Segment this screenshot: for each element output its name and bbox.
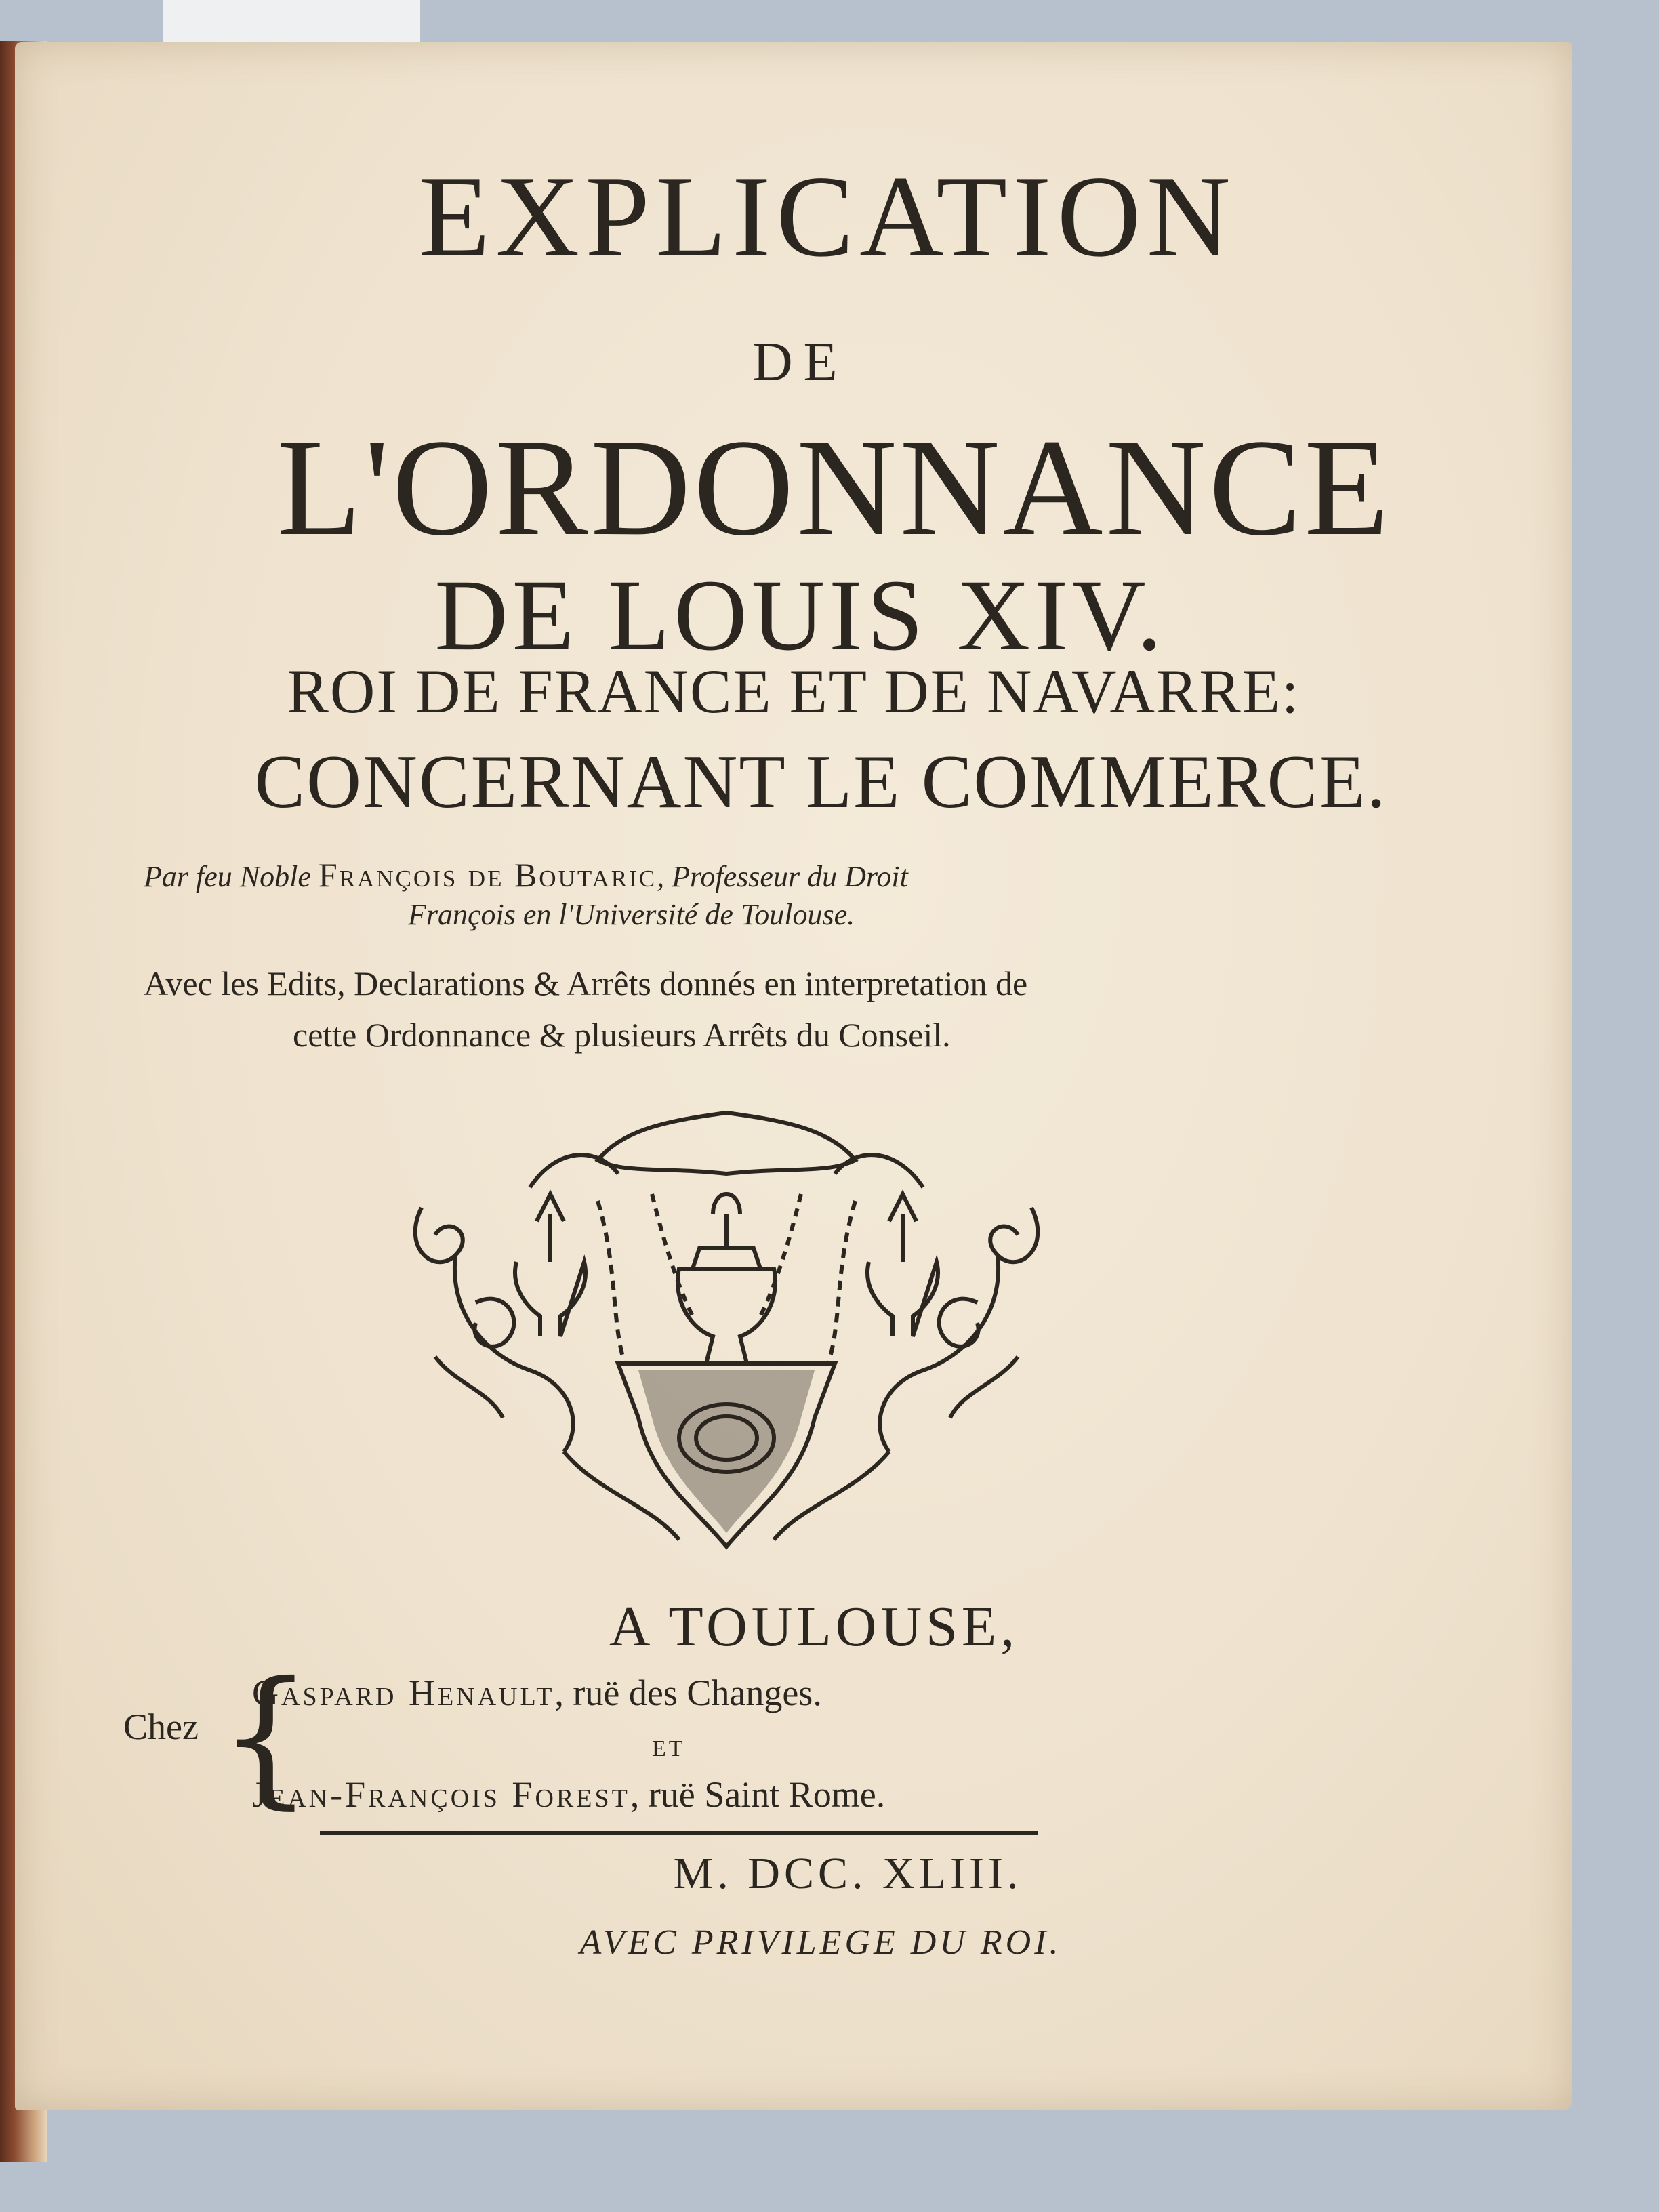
imprint-city: A TOULOUSE, (609, 1595, 1019, 1658)
additions-line-1: Avec les Edits, Declarations & Arrêts donnés en interpretation de (144, 964, 1028, 1002)
printer-1-name: Gaspard Henault (252, 1673, 555, 1713)
additions-line-2: cette Ordonnance & plusieurs Arrêts du Conseil. (293, 1016, 951, 1054)
title-line-explication: EXPLICATION (419, 152, 1236, 281)
printer-1-address: , ruë des Changes. (554, 1673, 822, 1713)
author-role-continued: François en l'Université de Toulouse. (408, 898, 855, 931)
brace-symbol: { (218, 1650, 313, 1823)
imprint-year: M. DCC. XLIII. (673, 1849, 1023, 1898)
imprint-privilege: AVEC PRIVILEGE DU ROI. (579, 1923, 1062, 1962)
title-page (15, 42, 1572, 2110)
printer-1 (252, 1672, 1404, 1714)
author-role: , Professeur du Droit (657, 860, 908, 893)
author-line (144, 855, 1397, 895)
title-line-concernant: CONCERNANT LE COMMERCE. (254, 740, 1387, 824)
author-prefix: Par feu Noble (144, 860, 311, 893)
title-line-ordonnance: L'ORDONNANCE (276, 411, 1392, 565)
title-line-roi: ROI DE FRANCE ET DE NAVARRE: (287, 657, 1300, 726)
printer-2-name: Jean-François Forest (252, 1774, 630, 1815)
printer-2 (252, 1774, 1472, 1816)
title-line-de: DE (752, 331, 848, 392)
imprint-chez: Chez (123, 1706, 199, 1747)
baroque-urn-vignette-icon (394, 1099, 1059, 1560)
author-name: François de Boutaric (318, 856, 657, 894)
horizontal-rule (320, 1831, 1038, 1835)
title-line-louis: DE LOUIS XIV. (434, 559, 1166, 672)
printer-2-address: , ruë Saint Rome. (630, 1774, 886, 1815)
imprint-et: ET (652, 1736, 686, 1761)
